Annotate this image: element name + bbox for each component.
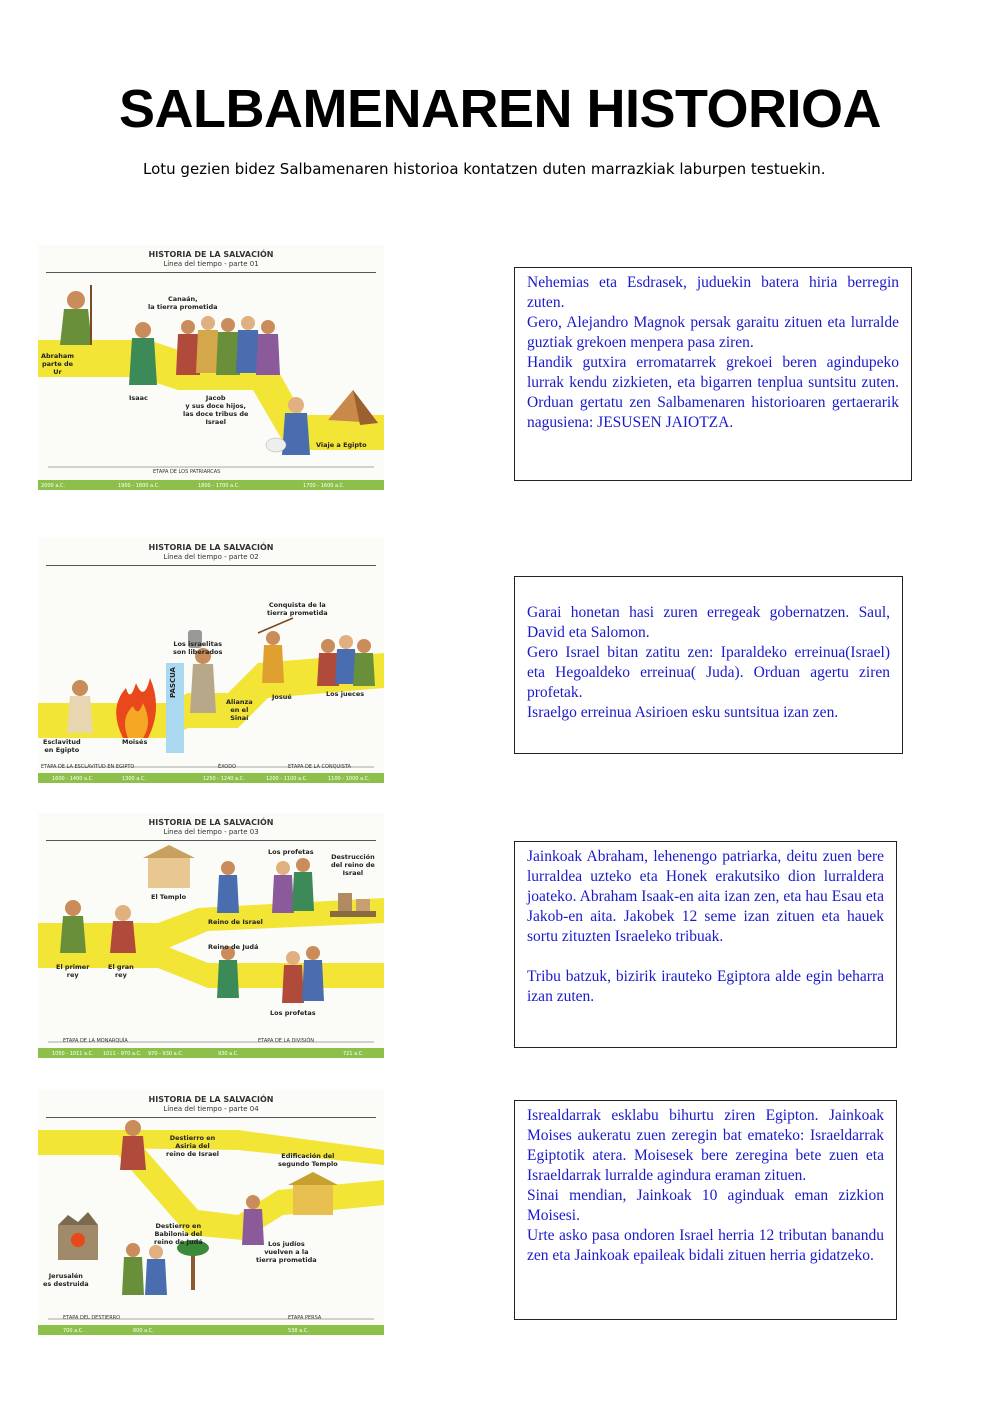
label-jacob: Jacob y sus doce hijos, las doce tribus de Israel: [183, 394, 249, 426]
jacob-family-figures: [176, 316, 280, 375]
instruction-text: Lotu gezien bidez Salbamenaren historioa kontatzen duten marrazkiak laburpen testuekin.: [143, 160, 826, 178]
exile-babylon-figures: [122, 1243, 167, 1295]
date-label: 1700 - 1600 a.C.: [303, 483, 345, 489]
divider: [46, 840, 376, 841]
label-destierro-babilonia: Destierro en Babilonia del reino de Judá: [154, 1222, 203, 1246]
summary-paragraph: Garai honetan hasi zuren erregeak gobernatzen. Saul, David eta Salomon.: [527, 604, 890, 641]
panel-heading: HISTORIA DE LA SALVACIÓN: [148, 1095, 274, 1104]
label-isaac: Isaac: [129, 394, 148, 402]
david-figure: [110, 905, 136, 953]
era-label: ÉXODO: [218, 764, 236, 770]
summary-paragraph: Urte asko pasa ondoren Israel herria 12 tributan banandu zen eta Jainkoak epaileak bidali zituen herria gidatzeko.: [527, 1227, 884, 1264]
label-esclavitud: Esclavitud en Egipto: [43, 738, 81, 754]
pyramid-icon: [328, 390, 378, 425]
page-title: SALBAMENAREN HISTORIOA: [118, 79, 882, 139]
era-label: ETAPA DE LA ESCLAVITUD EN EGIPTO: [41, 764, 135, 770]
panel-subheading: Línea del tiempo - parte 01: [163, 260, 259, 268]
date-label: 700 a.C.: [63, 1328, 84, 1334]
label-moises: Moisés: [122, 738, 148, 746]
label-judios-vuelven: Los judíos vuelven a la tierra prometida: [256, 1240, 317, 1264]
date-label: 1600 - 1400 a.C.: [52, 776, 94, 782]
summary-box-3[interactable]: [514, 841, 897, 1048]
era-label: ETAPA DEL DESTIERRO: [63, 1315, 121, 1321]
timeline-panel-4[interactable]: [38, 1090, 384, 1335]
burning-bush-icon: [116, 678, 156, 738]
summary-paragraph: Isrealdarrak esklabu bihurtu ziren Egipton. Jainkoak Moises aukeratu zuen zeregin bat emateko: Israeldarrak Egiptotik atera. Moisesek bere zeregina bete zuen eta Israeldarrak lurralde agindura eraman zituen.: [527, 1107, 884, 1184]
ruined-city-icon: [58, 1212, 98, 1260]
panel-subheading: Línea del tiempo - parte 03: [163, 828, 259, 836]
date-bar: [38, 1325, 384, 1335]
summary-paragraph: Israelgo erreinua Asirioen esku suntsitua izan zen.: [527, 704, 839, 721]
label-reino-juda: Reino de Judá: [208, 943, 259, 951]
label-josue: Josué: [272, 693, 292, 701]
label-profetas-bottom: Los profetas: [270, 1009, 316, 1017]
date-label: 600 a.C.: [133, 1328, 154, 1334]
date-label: 1800 - 1700 a.C.: [198, 483, 240, 489]
timeline-illustration: [38, 245, 384, 490]
era-label: ETAPA DE LOS PATRIARCAS: [153, 469, 221, 475]
isaac-figure: [129, 322, 157, 385]
label-templo: El Templo: [151, 893, 187, 901]
second-temple-icon: [288, 1172, 338, 1215]
label-destruccion-israel: Destrucción del reino de Israel: [331, 853, 375, 877]
summary-paragraph: Gero Israel bitan zatitu zen: Iparaldeko erreinua(Israel) eta Hegoaldeko erreinua( Juda). Orduan agertu ziren profetak.: [527, 644, 890, 701]
label-segundo-templo: Edificación del segundo Templo: [278, 1152, 338, 1168]
temple-icon: [143, 845, 195, 888]
divider: [46, 1117, 376, 1118]
label-jerusalen-destruida: Jerusalén es destruida: [43, 1272, 89, 1288]
label-gran-rey: El gran rey: [108, 963, 134, 979]
palm-tree-icon: [177, 1240, 209, 1290]
timeline-panel-1[interactable]: [38, 245, 384, 490]
summary-paragraph: Tribu batzuk, bizirik irauteko Egiptora alde egin beharra izan zuten.: [527, 968, 884, 1005]
era-label: ETAPA DE LA CONQUISTA: [288, 764, 351, 770]
summary-paragraph: Sinai mendian, Jainkoak 10 aginduak eman zizkion Moisesi.: [527, 1187, 884, 1224]
timeline-panel-2[interactable]: [38, 538, 384, 783]
summary-paragraph: Handik gutxira erromatarrek grekoei beren agindupeko lurrak kendu zizkieten, eta bigarren tenplua suntsitu zuten. Orduan gertatu zen Salbamenaren historioaren gertaerarik nagusiena: JESUSEN JAIOTZA.: [527, 354, 899, 431]
date-label: 1100 - 1000 a.C.: [328, 776, 370, 782]
date-label: 1050 - 1011 a.C.: [52, 1051, 94, 1057]
panel-subheading: Línea del tiempo - parte 04: [163, 1105, 259, 1113]
exile-assyria-figure: [120, 1120, 146, 1170]
label-primer-rey: El primer rey: [56, 963, 90, 979]
date-label: 721 a.C.: [343, 1051, 364, 1057]
panel-heading: HISTORIA DE LA SALVACIÓN: [148, 543, 274, 552]
summary-box-4[interactable]: [514, 1100, 897, 1320]
date-label: 1300 a.C.: [122, 776, 147, 782]
label-alianza-sinai: Alianza en el Sinaí: [226, 698, 253, 722]
timeline-illustration: [38, 1090, 384, 1335]
date-label: 1900 - 1800 a.C.: [118, 483, 160, 489]
label-reino-israel: Reino de Israel: [208, 918, 263, 926]
date-label: 538 a.C.: [288, 1328, 309, 1334]
date-label: 2000 a.C.: [41, 483, 66, 489]
label-pascua: PASCUA: [169, 667, 177, 698]
label-destierro-asiria: Destierro en Asiria del reino de Israel: [166, 1134, 220, 1158]
divider: [46, 565, 376, 566]
label-profetas-top: Los profetas: [268, 848, 314, 856]
slave-figure: [67, 680, 93, 733]
saul-figure: [60, 900, 86, 953]
summary-paragraph: Gero, Alejandro Magnok persak garaitu zituen eta lurralde guztiak grekoen menpera pasa ziren.: [527, 314, 899, 351]
judges-figures: [317, 635, 375, 686]
label-conquista: Conquista de la tierra prometida: [267, 601, 328, 617]
abraham-figure: [60, 285, 92, 345]
date-label: 1011 - 970 a.C.: [103, 1051, 142, 1057]
panel-subheading: Línea del tiempo - parte 02: [163, 553, 259, 561]
timeline-illustration: [38, 538, 384, 783]
date-label: 1250 - 1240 a.C.: [203, 776, 245, 782]
label-canaan: Canaán, la tierra prometida: [148, 295, 218, 311]
label-viaje-egipto: Viaje a Egipto: [316, 441, 367, 449]
date-label: 970 - 930 a.C.: [148, 1051, 184, 1057]
era-label: ETAPA DE LA MONARQUÍA: [63, 1038, 128, 1044]
timeline-panel-3[interactable]: [38, 813, 384, 1058]
era-label: ETAPA DE LA DIVISIÓN: [258, 1038, 315, 1044]
label-israelitas-liberados: Los israelitas son liberados: [173, 640, 223, 656]
summary-paragraph: Jainkoak Abraham, lehenengo patriarka, deitu zuen bere lurraldea uzteko eta Honek erakutsiko dion lurraldera joateko. Abraham Isaak-en aita izan zen, eta hau Esau eta Jakob-en aita. Jakobek 12 seme izan zituen eta hauek sortu zituzten Israeleko tribuak.: [527, 848, 884, 945]
summary-box-1[interactable]: [514, 267, 912, 481]
paragraph-gap: [527, 947, 884, 967]
summary-box-2[interactable]: [514, 576, 903, 754]
label-jueces: Los jueces: [326, 690, 365, 698]
date-label: 930 a.C.: [218, 1051, 239, 1057]
date-label: 1200 - 1100 a.C.: [266, 776, 308, 782]
era-label: ETAPA PERSA: [288, 1315, 322, 1321]
panel-heading: HISTORIA DE LA SALVACIÓN: [148, 818, 274, 827]
panel-heading: HISTORIA DE LA SALVACIÓN: [148, 250, 274, 259]
summary-paragraph: Nehemias eta Esdrasek, juduekin batera hiria berregin zuten.: [527, 274, 899, 311]
timeline-illustration: [38, 813, 384, 1058]
divider: [46, 272, 376, 273]
label-abraham: Abraham parte de Ur: [41, 352, 75, 376]
